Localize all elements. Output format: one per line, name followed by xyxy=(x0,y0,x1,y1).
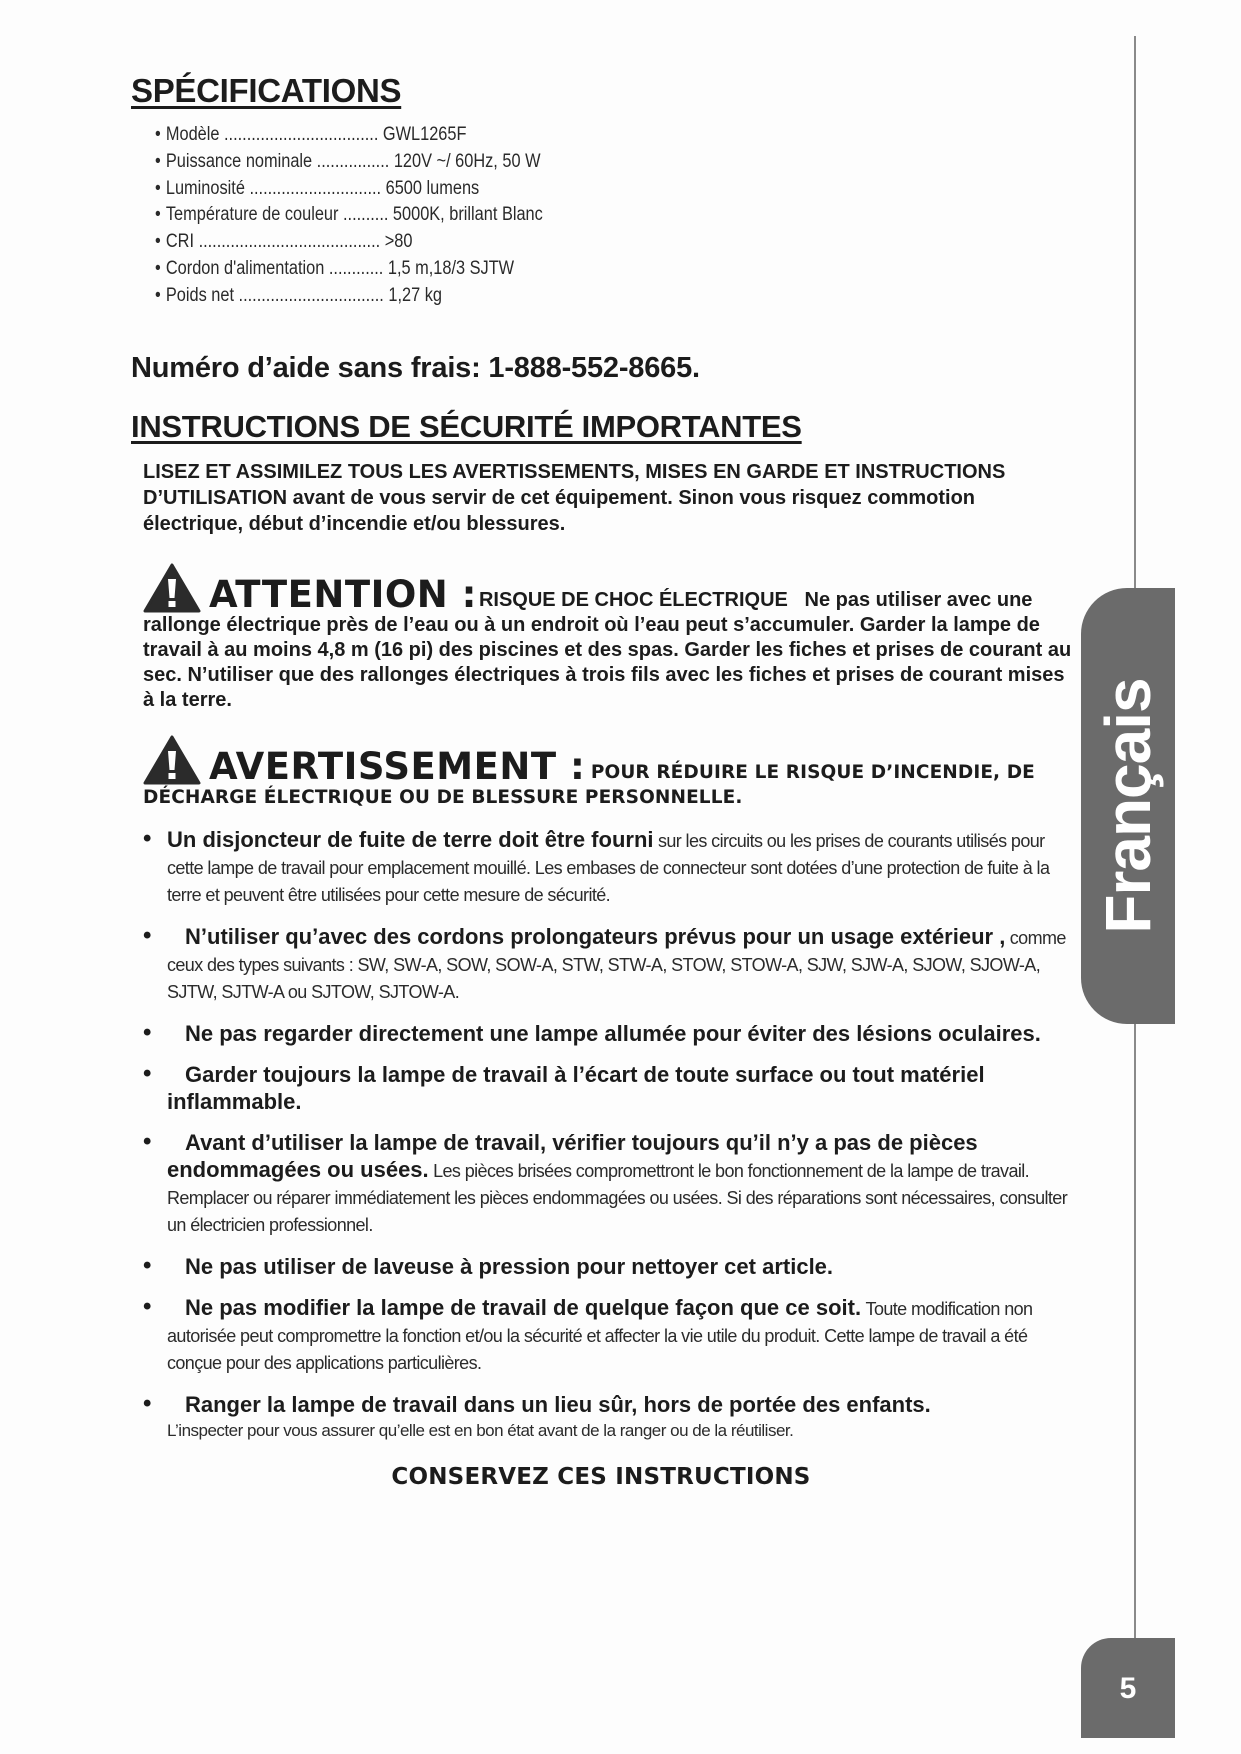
rule-note-text: Toute modification non autorisée peut compromettre la fonction et/ou la sécurité et affecter la vie utile du produit. Cette lampe de travail a été conçue pour des applications particulières. xyxy=(167,1298,1033,1373)
language-tab xyxy=(1081,588,1175,1024)
rule-bold-text: Ne pas utiliser de laveuse à pression pour nettoyer cet article. xyxy=(185,1253,834,1279)
list-item xyxy=(143,1129,1073,1239)
rule-bold-text: Avant d’utiliser la lampe de travail, vérifier toujours qu’il n’y a pas de pièces endommagées ou usées. xyxy=(167,1129,978,1182)
helpline-number: Numéro d’aide sans frais: 1-888-552-8665. xyxy=(131,351,700,384)
warning-triangle-icon xyxy=(143,735,201,785)
rule-bold-text: Ranger la lampe de travail dans un lieu sûr, hors de portée des enfants. xyxy=(185,1391,931,1417)
list-item xyxy=(143,923,1073,1006)
avertissement-block xyxy=(143,735,1078,810)
specifications-list xyxy=(155,122,943,310)
safety-intro: LISEZ ET ASSIMILEZ TOUS LES AVERTISSEMENTS, MISES EN GARDE ET INSTRUCTIONS D’UTILISATION avant de vous servir de cet équipement. Sinon vous risquez commotion électrique, début d’incendie et/ou blessures. xyxy=(143,460,1006,535)
rule-note-text: Les pièces brisées compromettront le bon fonctionnement de la lampe de travail. Remplacer ou réparer immédiatement les pièces endommagées ou usées. Si des réparations sont nécessaires, consulter un électricien professionnel. xyxy=(167,1160,1068,1235)
spec-item-brightness: • Luminosité ............................. 6500 lumens xyxy=(155,176,943,203)
avertissement-word: AVERTISSEMENT : xyxy=(209,744,586,788)
spec-item-model: • Modèle .................................. GWL1265F xyxy=(155,122,943,149)
rule-bold-text: Garder toujours la lampe de travail à l’écart de toute surface ou tout matériel inflammable. xyxy=(167,1061,985,1114)
avertissement-heading xyxy=(143,735,586,788)
list-item xyxy=(143,1391,1073,1444)
rule-bold-text: Un disjoncteur de fuite de terre doit être fourni xyxy=(167,826,654,852)
page-number-tab xyxy=(1081,1638,1175,1738)
specifications-title: SPÉCIFICATIONS xyxy=(131,72,402,109)
attention-text: Ne pas utiliser avec une rallonge électrique près de l’eau ou à un endroit où l’eau peut s’accumuler. Garder la lampe de travail à au moins 4,8 m (16 pi) des piscines et des spas. Garder les fiches et prises de courant au sec. N’utiliser que des rallonges électriques à trois fils avec les fiches et prises de courant mises à la terre. xyxy=(143,588,1072,711)
attention-word: ATTENTION : xyxy=(209,572,477,616)
closing-statement: CONSERVEZ CES INSTRUCTIONS xyxy=(391,1463,811,1490)
spec-item-color-temperature: • Température de couleur .......... 5000K, brillant Blanc xyxy=(155,202,943,229)
avertissement-text: POUR RÉDUIRE LE RISQUE D’INCENDIE, DE DÉCHARGE ÉLECTRIQUE OU DE BLESSURE PERSONNELLE. xyxy=(143,761,1035,808)
list-item xyxy=(143,1253,1073,1280)
rule-bold-text: N’utiliser qu’avec des cordons prolongateurs prévus pour un usage extérieur , xyxy=(185,923,1006,949)
safety-instructions-title: INSTRUCTIONS DE SÉCURITÉ IMPORTANTES xyxy=(131,408,802,444)
attention-lead: RISQUE DE CHOC ÉLECTRIQUE xyxy=(478,588,788,611)
main-content xyxy=(131,72,1071,1490)
attention-heading xyxy=(143,563,477,616)
attention-block xyxy=(143,563,1078,713)
rule-bold-text: Ne pas regarder directement une lampe allumée pour éviter des lésions oculaires. xyxy=(185,1020,1041,1046)
rule-note-text: sur les circuits ou les prises de courants utilisés pour cette lampe de travail pour emplacement mouillé. Les embases de connecteur sont dotées d’une protection de fuite à la terre et peuvent être utilisées pour cette mesure de sécurité. xyxy=(167,830,1050,905)
spec-item-power: • Puissance nominale ................ 120V ~/ 60Hz, 50 W xyxy=(155,149,943,176)
warning-triangle-icon xyxy=(143,563,201,613)
list-item xyxy=(143,826,1073,909)
spec-item-cri: • CRI ........................................ >80 xyxy=(155,229,943,256)
list-item xyxy=(143,1061,1073,1115)
safety-rules-list xyxy=(143,826,1073,1444)
spec-item-net-weight: • Poids net ................................ 1,27 kg xyxy=(155,283,943,310)
language-tab-label: Français xyxy=(1092,678,1164,934)
rule-note-text: comme ceux des types suivants : SW, SW-A, SOW, SOW-A, STW, STW-A, STOW, STOW-A, SJW, SJW-A, SJOW, SJOW-A, SJTW, SJTW-A ou SJTOW, SJTOW-A. xyxy=(167,927,1066,1002)
rule-note-text: L’inspecter pour vous assurer qu’elle est en bon état avant de la ranger ou de la réutiliser. xyxy=(167,1420,794,1440)
spec-item-power-cord: • Cordon d'alimentation ............ 1,5 m,18/3 SJTW xyxy=(155,256,943,283)
rule-bold-text: Ne pas modifier la lampe de travail de quelque façon que ce soit. xyxy=(185,1294,862,1320)
list-item xyxy=(143,1020,1073,1047)
page-number: 5 xyxy=(1119,1672,1137,1705)
list-item xyxy=(143,1294,1073,1377)
